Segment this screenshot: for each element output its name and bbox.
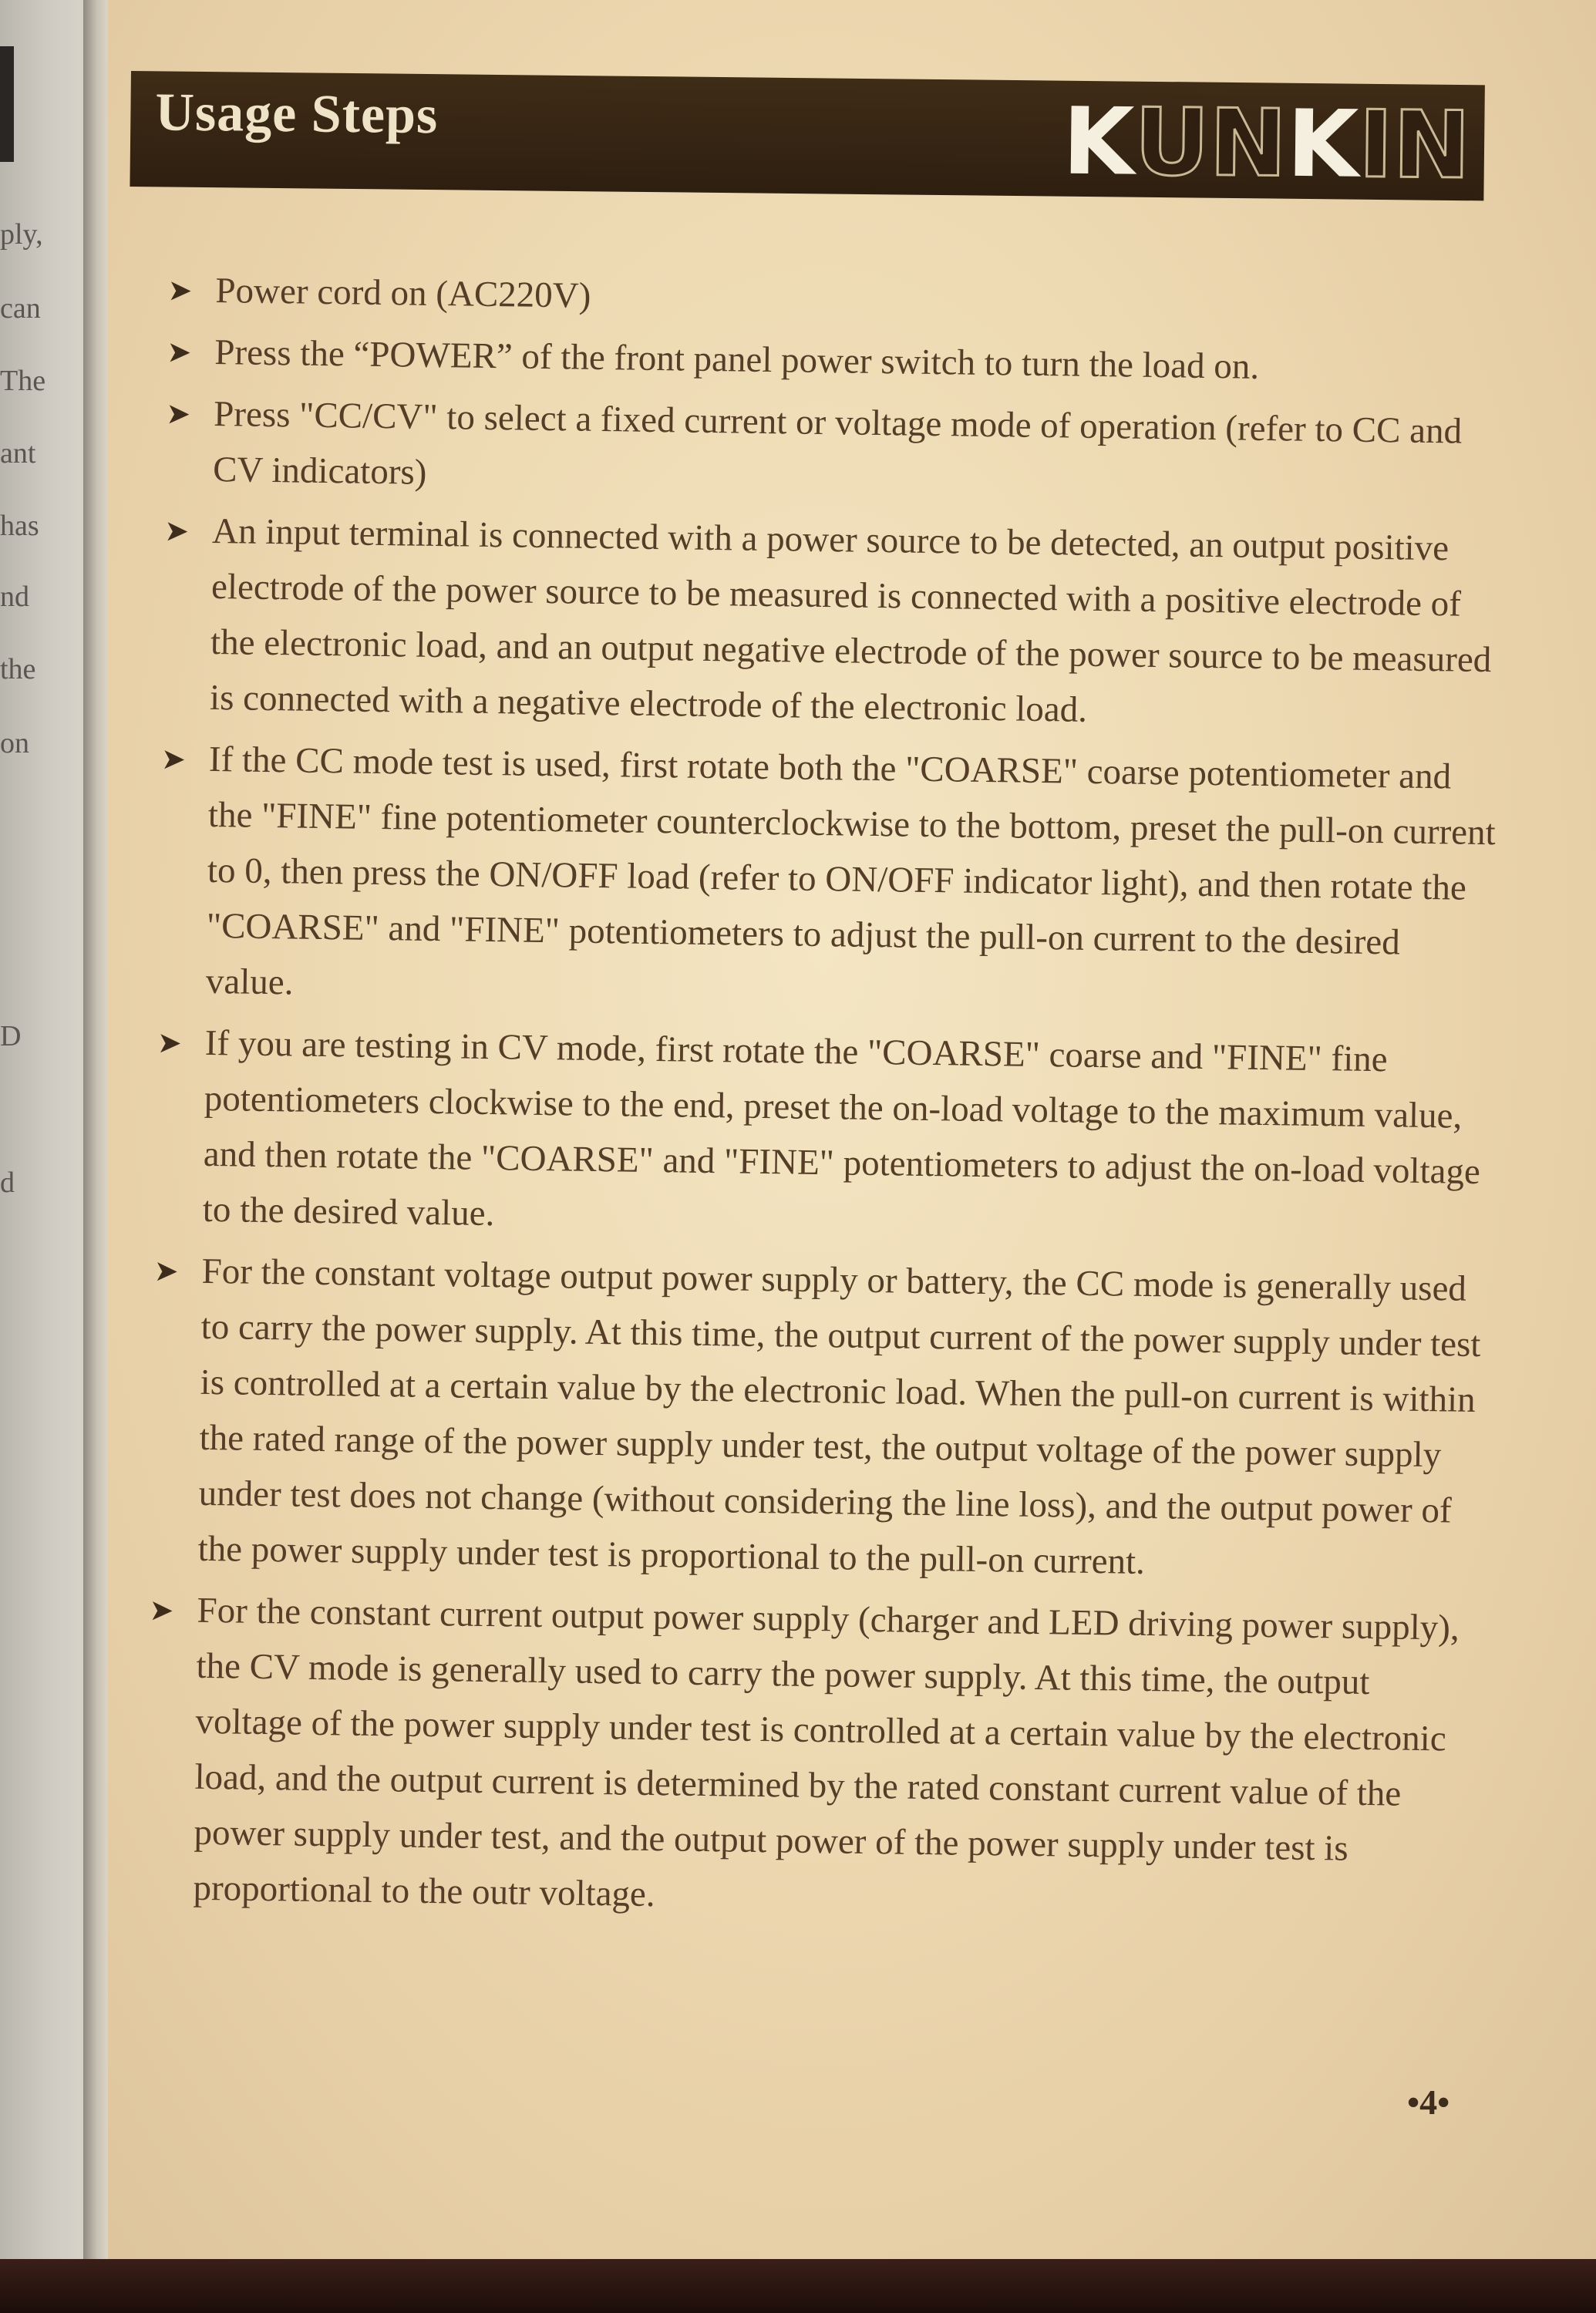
section-title: Usage Steps [155, 82, 439, 146]
logo-letter: K [1062, 88, 1135, 197]
manual-page [108, 0, 1596, 2259]
usage-step [161, 262, 1503, 336]
brand-logo [1062, 88, 1471, 200]
arrow-bullet-icon: ➤ [163, 513, 190, 548]
section-header [130, 71, 1484, 200]
arrow-bullet-icon: ➤ [160, 742, 187, 776]
usage-step [156, 503, 1500, 743]
usage-step [139, 1582, 1485, 1934]
left-page-fragment: d [0, 1167, 15, 1199]
step-text: Power cord on (AC220V) [215, 270, 591, 316]
left-page-fragment: the [0, 653, 36, 685]
usage-step [159, 386, 1502, 515]
logo-letter: IN [1358, 91, 1471, 200]
arrow-bullet-icon: ➤ [167, 335, 192, 369]
left-page-fragment: ply, [0, 218, 43, 251]
left-page-fragment: The [0, 365, 46, 397]
logo-letter: UN [1133, 89, 1288, 198]
step-text: Press the “POWER” of the front panel power switch to turn the load on. [214, 332, 1260, 387]
left-page-fragment: ant [0, 437, 36, 470]
page-number: •4• [1407, 2082, 1450, 2122]
step-text: For the constant current output power supply (charger and LED driving power supply), the CV mode is generally used to carry the power supply. At this time, the output voltage of the power supply under test is controlled at a certain value by the electronic load, and the output current is determined by the rated constant current value of the power supply under test, and the output power of the power supply under test is proportional to the outr voltage. [193, 1590, 1460, 1915]
usage-step [151, 731, 1497, 1027]
left-page-fragment: on [0, 727, 29, 759]
left-page-fragment: D [0, 1020, 22, 1052]
step-text: For the constant voltage output power supply or battery, the CC mode is generally used to carry the power supply. At this time, the output current of the power supply under test is controlled at a certain value by the electronic load. When the pull-on current is within the rated range of the power supply under test, the output voltage of the power supply under test does not change (without considering the line loss), and the output power of the power supply under test is proportional to the pull-on current. [197, 1251, 1481, 1582]
left-page-fragment: nd [0, 581, 29, 613]
arrow-bullet-icon: ➤ [165, 396, 191, 431]
left-page-fragment: can [0, 292, 41, 325]
left-page-fragment: has [0, 510, 39, 542]
table-surface [0, 2259, 1596, 2313]
arrow-bullet-icon: ➤ [149, 1592, 174, 1628]
step-text: An input terminal is connected with a power source to be detected, an output positive electrode of the power source to be measured is connected with a positive electrode of the electronic load, and an output negative electrode of the power source to be measured is connected with a negative electrode of the electronic load. [209, 510, 1492, 730]
step-text: If the CC mode test is used, first rotate both the "COARSE" coarse potentiometer and the "FINE" fine potentiometer counterclockwise to the bottom, preset the pull-on current to 0, then press the ON/OFF load (refer to ON/OFF indicator light), and then rotate the "COARSE" and "FINE" potentiometers to adjust the pull-on current to the desired value. [205, 739, 1497, 1003]
arrow-bullet-icon: ➤ [167, 273, 193, 308]
step-text: Press "CC/CV" to select a fixed current or voltage mode of operation (refer to CC and CV indicators) [212, 393, 1463, 493]
logo-letter: K [1286, 90, 1359, 199]
usage-steps-list [139, 262, 1503, 1940]
usage-step [160, 324, 1503, 398]
left-page-edge [0, 0, 91, 2259]
usage-step [143, 1243, 1490, 1594]
step-text: If you are testing in CV mode, first rotate the "COARSE" coarse and "FINE" fine potentiometers clockwise to the end, preset the on-load voltage to the maximum value, and then rotate the "COARSE" and "FINE" potentiometers to adjust the on-load voltage to the desired value. [202, 1022, 1481, 1234]
arrow-bullet-icon: ➤ [153, 1253, 179, 1288]
arrow-bullet-icon: ➤ [157, 1025, 183, 1060]
left-page-tab [0, 46, 14, 162]
usage-step [148, 1015, 1493, 1255]
